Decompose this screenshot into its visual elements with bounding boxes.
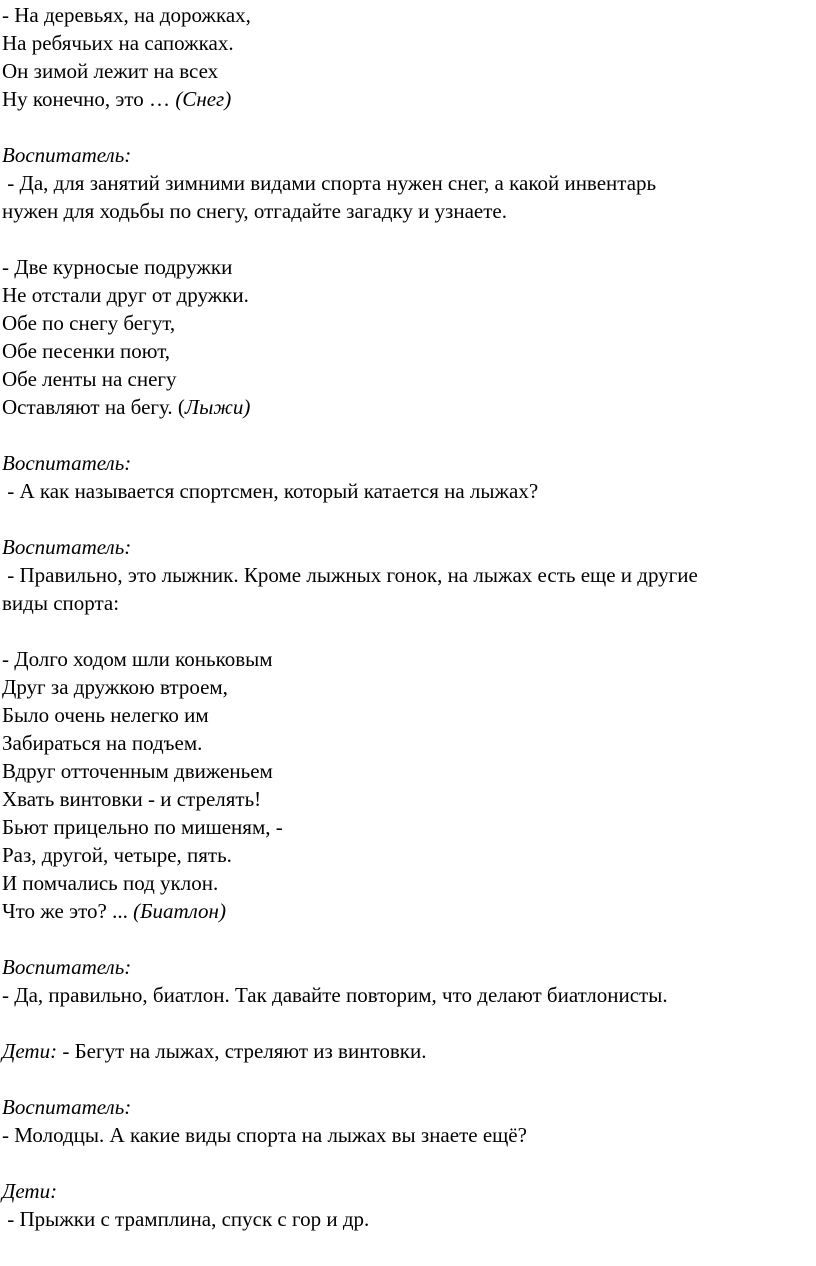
- blank-line: [2, 925, 816, 953]
- riddle-line: - Две курносые подружки: [2, 255, 233, 279]
- riddle-skis: [2, 253, 816, 421]
- riddle-line: Обе песенки поют,: [2, 339, 171, 363]
- riddle-line: [2, 85, 816, 113]
- riddle-answer: Лыжи): [184, 395, 251, 419]
- remark-line: - Да, правильно, биатлон. Так давайте повторим, что делают биатлонисты.: [2, 983, 668, 1007]
- remark-line: - А как называется спортсмен, который катается на лыжах?: [2, 479, 539, 503]
- teacher-remark: [2, 449, 816, 505]
- riddle-line: - Долго ходом шли коньковым: [2, 647, 273, 671]
- remark-line: - Да, для занятий зимними видами спорта нужен снег, а какой инвентарь: [2, 171, 657, 195]
- remark-line: - Правильно, это лыжник. Кроме лыжных гонок, на лыжах есть еще и другие: [2, 563, 698, 587]
- speaker-label: Дети:: [2, 1179, 58, 1203]
- riddle-line: Хвать винтовки - и стрелять!: [2, 787, 262, 811]
- riddle-line: Обе ленты на снегу: [2, 367, 177, 391]
- riddle-text: Ну конечно, это …: [2, 87, 176, 111]
- remark-line: нужен для ходьбы по снегу, отгадайте загадку и узнаете.: [2, 199, 507, 223]
- riddle-line: Он зимой лежит на всех: [2, 59, 219, 83]
- blank-line: [2, 617, 816, 645]
- blank-line: [2, 113, 816, 141]
- riddle-line: Не отстали друг от дружки.: [2, 283, 249, 307]
- remark-line: - Прыжки с трамплина, спуск с гор и др.: [2, 1207, 370, 1231]
- speaker-label: Дети:: [2, 1039, 58, 1063]
- teacher-remark: [2, 1093, 816, 1149]
- remark-line: - Молодцы. А какие виды спорта на лыжах вы знаете ещё?: [2, 1123, 527, 1147]
- riddle-answer: (Биатлон): [133, 899, 226, 923]
- riddle-line: На ребячьих на сапожках.: [2, 31, 234, 55]
- riddle-line: Было очень нелегко им: [2, 703, 209, 727]
- remark-line: [2, 1037, 816, 1065]
- riddle-text: Оставляют на бегу. (: [2, 395, 185, 419]
- blank-line: [2, 505, 816, 533]
- riddle-line: Обе по снегу бегут,: [2, 311, 176, 335]
- speaker-label: Воспитатель:: [2, 143, 132, 167]
- riddle-biathlon: [2, 645, 816, 925]
- remark-line: виды спорта:: [2, 591, 120, 615]
- riddle-line: И помчались под уклон.: [2, 871, 219, 895]
- riddle-line: Бьют прицельно по мишеням, -: [2, 815, 283, 839]
- riddle-snow: [2, 1, 816, 113]
- blank-line: [2, 1009, 816, 1037]
- blank-line: [2, 1149, 816, 1177]
- blank-line: [2, 421, 816, 449]
- teacher-remark: [2, 953, 816, 1009]
- blank-line: [2, 1065, 816, 1093]
- riddle-line: [2, 393, 816, 421]
- riddle-line: Друг за дружкою втроем,: [2, 675, 228, 699]
- speaker-label: Воспитатель:: [2, 535, 132, 559]
- teacher-remark: [2, 141, 816, 225]
- speaker-label: Воспитатель:: [2, 955, 132, 979]
- teacher-remark: [2, 533, 816, 617]
- remark-text: - Бегут на лыжах, стреляют из винтовки.: [57, 1039, 427, 1063]
- riddle-line: - На деревьях, на дорожках,: [2, 3, 251, 27]
- riddle-text: Что же это? ...: [2, 899, 134, 923]
- speaker-label: Воспитатель:: [2, 1095, 132, 1119]
- blank-line: [2, 225, 816, 253]
- children-remark: [2, 1037, 816, 1065]
- riddle-line: Раз, другой, четыре, пять.: [2, 843, 232, 867]
- riddle-line: [2, 897, 816, 925]
- speaker-label: Воспитатель:: [2, 451, 132, 475]
- riddle-line: Вдруг отточенным движеньем: [2, 759, 273, 783]
- riddle-answer: (Снег): [175, 87, 232, 111]
- riddle-line: Забираться на подъем.: [2, 731, 203, 755]
- children-remark: [2, 1177, 816, 1233]
